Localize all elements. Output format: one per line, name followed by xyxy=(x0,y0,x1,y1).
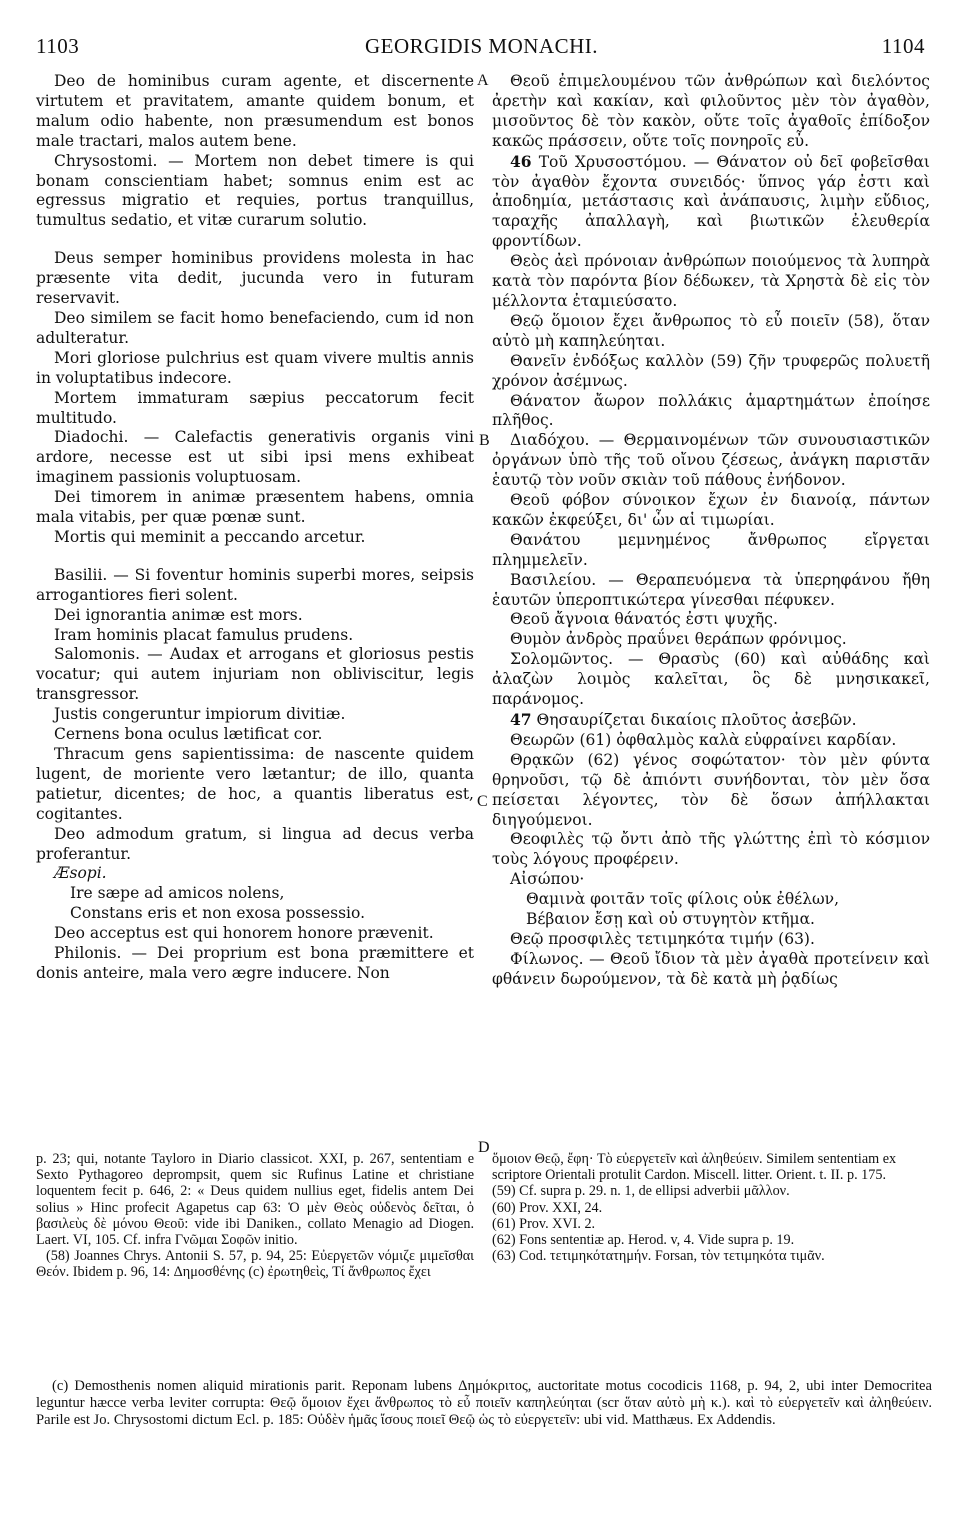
greek-column xyxy=(492,72,930,990)
latin-sentence: Chrysostomi. — Mortem non debet timere is qui bonam conscientiam habet; somnus enim est ac egressus migratio et requies, portus tranquillus, tumultus sedatio, et vitæ curarum solutio. xyxy=(36,151,474,230)
footnote: (62) Fons sententiæ ap. Herod. v, 4. Vide supra p. 19. xyxy=(492,1232,795,1249)
latin-sentence: Deus semper hominibus providens molesta in hac præsente vita dedit, jucunda vero in futuram reservavit. xyxy=(36,249,474,308)
footnote: (63) Cod. τετιμηκότατημήν. Forsan, τὸν τετιμηκότα τιμᾶν. xyxy=(492,1248,825,1265)
footnote-bottom xyxy=(36,1378,932,1428)
latin-sentence: Deo de hominibus curam agente, et discernente virtutem et pravitatem, amante quidem bonum, et malum odio habente, non præsumendum est bonos male tractari, malos autem bene. xyxy=(36,72,474,150)
greek-verse: Θαμινὰ φοιτᾶν τοῖς φίλοις οὐκ ἐθέλων, xyxy=(526,890,840,909)
greek-sentence: Τοῦ Χρυσοστόμου. — Θάνατον οὐ δεῖ φοβεῖσθαι τὸν ἀγαθὸν ἔχοντα συνειδός· ὕπνος γάρ ἐστι καὶ ἀποδημία, μετάστασις καὶ ἀνάπαυσις, λιμὴν εὔδιος, ταραχῆς ἀπαλλαγὴ, καὶ βιωτικῶν ἐλευθερία φροντίδων. xyxy=(492,152,930,251)
footnote: p. 23; qui, notante Tayloro in Diario classicot. XXI, p. 267, sententiam e Sexto Pythagoreo deprompsit, quem sic Rufinus Latine et christiane loquentem fecit p. 646, 2: « Deus quidem nullius eget, fidelis antem Dei solius » Hinc profecit Agapetus cap 63: Ὁ μὲν Θεὸς οὐδενὸς δεῖται, ὁ βασιλεὺς δὲ μόνου Θεοῦ: vide ibi Daniken., collato Menagio ad Diogen. Laert. VI, 105. Cf. infra Γνῶμαι Σοφῶν initio. xyxy=(36,1151,474,1249)
greek-sentence: Θεὸς ἀεὶ πρόνοιαν ἀνθρώπων ποιούμενος τὰ λυπηρὰ κατὰ τὸν παρόντα βίον δέδωκεν, τὰ Χρηστὰ δὲ εἰς τὸν μέλλοντα ἐταμιεύσατο. xyxy=(492,252,930,310)
latin-sentence: Dei ignorantia animæ est mors. xyxy=(54,605,303,624)
latin-verse: Constans eris et non exosa possessio. xyxy=(70,904,365,923)
greek-sentence: Θάνατον ἄωρον πολλάκις ἁμαρτημάτων ἐποίησε πλῆθος. xyxy=(492,391,930,430)
section-marker-b: B xyxy=(479,432,490,449)
latin-author-heading: Æsopi. xyxy=(54,864,107,883)
greek-sentence: Θανάτου μεμνημένος ἄνθρωπος εἴργεται πλημμελεῖν. xyxy=(492,530,930,569)
greek-sentence: Διαδόχου. — Θερμαινομένων τῶν συνουσιαστικῶν ὀργάνων ὑπὸ τῆς τοῦ οἴνου ζέσεως, ἀνάγκη παριστᾶν ἑαυτῷ τὸν νοῦν σκιὰν τοῦ πάθους ἐνήδονον. xyxy=(492,431,930,490)
greek-sentence: Θεοῦ ἐπιμελουμένου τῶν ἀνθρώπων καὶ διελόντος ἀρετὴν καὶ κακίαν, καὶ φιλοῦντος μὲν τὸν ἀγαθὸν, μισοῦντος δὲ τὸν κακὸν, οὔτε τοῖς ἀγαθοῖς ἐπίδοξον κακῶς πράσσειν, οὔτε τοῖς πονηροῖς εὖ. xyxy=(492,72,930,150)
footnote: (61) Prov. XVI. 2. xyxy=(492,1215,596,1232)
footnote: (60) Prov. XXI, 24. xyxy=(492,1199,603,1216)
greek-sentence: Βασιλείου. — Θεραπευόμενα τὰ ὑπερηφάνου ἤθη ἑαυτῶν ὑπεροπτικώτερα γίνεσθαι πέφυκεν. xyxy=(492,570,930,609)
latin-verse: Ire sæpe ad amicos nolens, xyxy=(70,884,285,903)
latin-sentence: Iram hominis placat famulus prudens. xyxy=(54,625,354,644)
latin-sentence: Mortis qui meminit a peccando arcetur. xyxy=(54,527,366,546)
greek-sentence: Φίλωνος. — Θεοῦ ἴδιον τὰ μὲν ἀγαθὰ προτείνειν καὶ φθάνειν δωρούμενον, τὰ δὲ κατὰ μὴ ῥᾳδίως xyxy=(492,949,930,988)
greek-section-number: 47 xyxy=(510,710,532,729)
page-number-right: 1104 xyxy=(881,34,925,58)
latin-sentence: Cernens bona oculus lætificat cor. xyxy=(54,725,323,744)
latin-sentence: Salomonis. — Audax et arrogans et gloriosus pestis vocatur; qui autem injuriam non obliviscitur, legis transgressor. xyxy=(36,645,474,704)
footnote: (c) Demosthenis nomen aliquid mirationis parit. Reponam lubens Δημόκριτος, auctoritate motus cocodicis 1168, p. 94, 2, ubi inter Democritea leguntur hæcce verba leviter corrupta: Θεῷ ὅμοιον ἔχει ἄνθρωπος τὸ εὖ ποιεῖν καπηλεύηται (scr ὅταν αὐτὸ μὴ κ.). καὶ τὸ εὐεργετεῖν καὶ ἀληθεύειν. Parile est Jo. Chrysostomi dictum Ecl. p. 185: Οὐδὲν ἡμᾶς ἴσους ποιεῖ Θεῷ ὡς τὸ εὐεργετεῖν: ubi vid. Matthæus. Ex Addendis. xyxy=(36,1378,932,1428)
greek-sentence: Θεοφιλὲς τῷ ὄντι ἀπὸ τῆς γλώττης ἐπὶ τὸ κόσμιον τοὺς λόγους προφέρειν. xyxy=(492,830,930,869)
latin-sentence: Thracum gens sapientissima: de nascente quidem lugent, de moriente vero lætantur; de illo, quanta patietur, dicentes; de hoc, a quantis liberatus est, cogitantes. xyxy=(36,745,474,823)
latin-sentence: Mori gloriose pulchrius est quam vivere multis annis in voluptatibus indecore. xyxy=(36,348,474,387)
latin-sentence: Basilii. — Si foventur hominis superbi mores, seipsis arrogantiores fieri solent. xyxy=(36,565,474,604)
greek-sentence: Θεοῦ φόβον σύνοικον ἔχων ἐν διανοίᾳ, πάντων κακῶν ἐκφεύξει, δι' ὧν αἱ τιμωρίαι. xyxy=(492,491,930,529)
greek-sentence: Θησαυρίζεται δικαίοις πλοῦτος ἀσεβῶν. xyxy=(536,711,857,729)
section-marker-a: A xyxy=(477,72,489,89)
latin-sentence: Justis congeruntur impiorum divitiæ. xyxy=(54,705,346,724)
greek-sentence: Θεῷ ὅμοιον ἔχει ἄνθρωπος τὸ εὖ ποιεῖν (58), ὅταν αὐτὸ μὴ καπηλεύηται. xyxy=(492,311,930,350)
latin-sentence: Deo acceptus est qui honorem honore prævenit. xyxy=(54,924,434,943)
latin-sentence: Deo similem se facit homo benefaciendo, cum id non adulteratur. xyxy=(36,308,474,347)
running-title: GEORGIDIS MONACHI. xyxy=(365,34,598,58)
footnotes-left xyxy=(36,1151,474,1281)
greek-sentence: Σολομῶντος. — Θρασὺς (60) καὶ αὐθάδης καὶ ἀλαζὼν λοιμὸς καλεῖται, ὃς δὲ μνησικακεῖ, παράνομος. xyxy=(492,650,930,709)
greek-sentence: Θυμὸν ἀνδρὸς πραΰνει θεράπων φρόνιμος. xyxy=(510,630,847,649)
greek-author-heading: Αἰσώπου· xyxy=(510,870,585,889)
section-marker-c: C xyxy=(477,793,488,810)
greek-section-number: 46 xyxy=(510,151,532,171)
section-marker-d: D xyxy=(478,1139,490,1156)
greek-sentence: Θεῷ προσφιλὲς τετιμηκότα τιμήν (63). xyxy=(510,929,815,948)
footnotes-right xyxy=(492,1151,930,1264)
greek-verse: Βέβαιον ἔσῃ καὶ οὐ στυγητὸν κτῆμα. xyxy=(526,910,815,929)
footnote: (59) Cf. supra p. 29. n. 1, de ellipsi adverbii μᾶλλον. xyxy=(492,1183,790,1200)
greek-sentence: Θανεῖν ἐνδόξως καλλὸν (59) ζῆν τρυφερῶς πολυετῆ χρόνον ἀσέμνως. xyxy=(492,351,930,390)
latin-column xyxy=(36,72,474,984)
footnote: ὅμοιον Θεῷ, ἔφη· Τὸ εὐεργετεῖν καὶ ἀληθεύειν. Similem sententiam ex scriptore Orientali protulit Cardon. Miscell. litter. Orient. t. II. p. 175. xyxy=(492,1151,897,1184)
greek-sentence: Θρᾳκῶν (62) γένος σοφώτατον· τὸν μὲν φύντα θρηνοῦσι, τῷ δὲ ἀπιόντι συνήδονται, τὸν μὲν ὅσα πείσεται λέγοντες, τὸν δὲ ὅσων ἀπήλλακται διηγούμενοι. xyxy=(492,750,930,829)
latin-sentence: Deo admodum gratum, si lingua ad decus verba proferantur. xyxy=(36,824,474,863)
greek-sentence: Θεωρῶν (61) ὀφθαλμὸς καλὰ εὐφραίνει καρδίαν. xyxy=(510,730,897,749)
latin-sentence: Philonis. — Dei proprium est bona præmittere et donis anteire, mala vero ægre inducere. Non xyxy=(36,944,474,982)
latin-sentence: Mortem immaturam sæpius peccatorum fecit multitudo. xyxy=(36,388,474,427)
page-number-left: 1103 xyxy=(36,34,80,58)
latin-sentence: Dei timorem in animæ præsentem habens, omnia mala vitabis, per quæ pœnæ sunt. xyxy=(36,488,474,527)
greek-sentence: Θεοῦ ἄγνοια θάνατός ἐστι ψυχῆς. xyxy=(510,610,778,629)
footnote: (58) Joannes Chrys. Antonii S. 57, p. 94, 25: Εὐεργετῶν νόμιζε μιμεῖσθαι Θεόν. Ibidem p. 96, 14: Δημοσθένης (c) ἐρωτηθεὶς, Τί ἄνθρωπος ἔχει xyxy=(36,1248,474,1281)
latin-sentence: Diadochi. — Calefactis generativis organis vini ardore, necesse est ut sibi ipsi mens exhibeat imaginem passionis voluptuosam. xyxy=(36,428,474,487)
